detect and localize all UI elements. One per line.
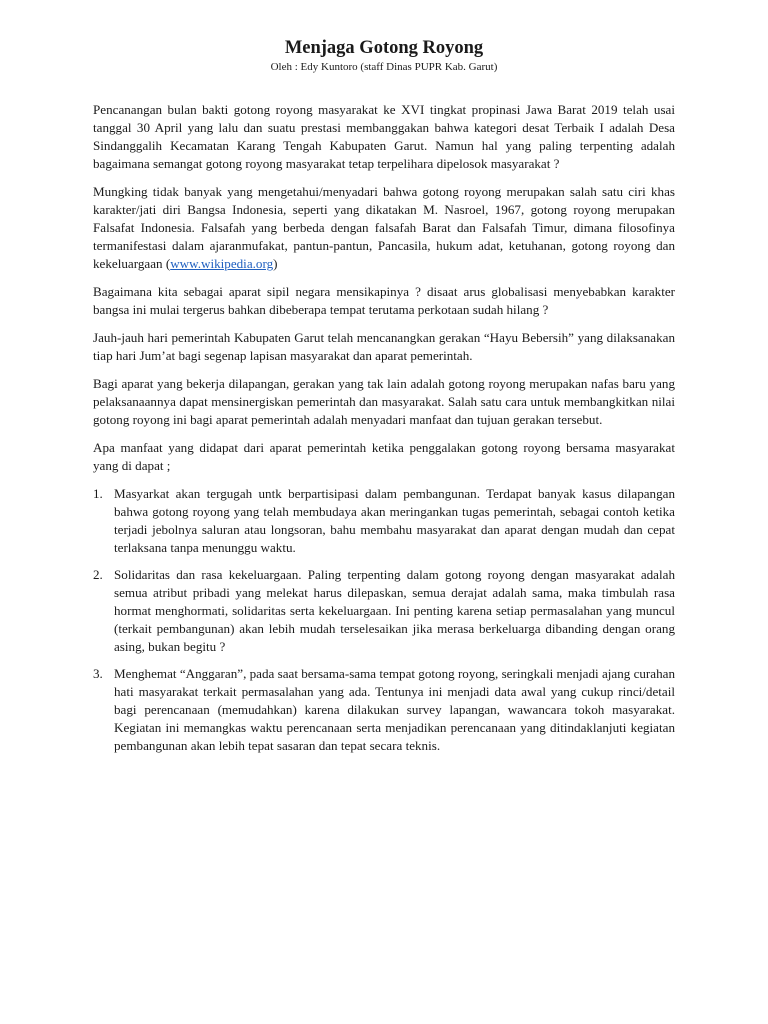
wikipedia-link[interactable]: www.wikipedia.org xyxy=(170,256,274,271)
list-item xyxy=(93,665,675,755)
paragraph-1: Pencanangan bulan bakti gotong royong masyarakat ke XVI tingkat propinasi Jawa Barat 2019 telah usai tanggal 30 April yang lalu dan suatu prestasi membanggakan bahwa kategori desat Terbaik I adalah Desa Sindanggalih Kecamatan Karang Tengah Kabupaten Garut. Namun hal yang paling terpenting adalah bagaimana semangat gotong royong masyarakat tetap terpelihara dipelosok masyarakat ? xyxy=(93,102,675,171)
paragraph-2-text: Mungking tidak banyak yang mengetahui/menyadari bahwa gotong royong merupakan salah satu ciri khas karakter/jati diri Bangsa Indonesia, seperti yang dikatakan M. Nasroel, 1967, gotong royong merupakan Falsafat Indonesia. Falsafah yang berbeda dengan falsafah Barat dan Falsafah Timur, dimana filosofinya termanifestasi dalam ajaranmufakat, pantun-pantun, Pancasila, hukum adat, ketuhanan, gotong royong dan kekeluargaan ( xyxy=(93,184,675,271)
list-item xyxy=(93,566,675,656)
paragraph-2-closing: ) xyxy=(273,256,278,271)
paragraph-6: Apa manfaat yang didapat dari aparat pemerintah ketika penggalakan gotong royong bersama masyarakat yang di dapat ; xyxy=(93,440,675,473)
list-item-text: Solidaritas dan rasa kekeluargaan. Paling terpenting dalam gotong royong dengan masyarakat adalah semua atribut pribadi yang melekat harus dilepaskan, semua derajat adalah sama, maka timbulah rasa hormat menghormati, solidaritas serta kekeluargaan. Ini penting karena setiap permasalahan yang muncul (terkait pembangunan) akan lebih mudah terselesaikan jika merasa berkeluarga dibanding dengan orang asing, bukan begitu ? xyxy=(114,567,675,654)
list-item-text: Menghemat “Anggaran”, pada saat bersama-sama tempat gotong royong, seringkali menjadi ajang curahan hati masyarakat terkait permasalahan yang ada. Tentunya ini menjadi data awal yang cukup rinci/detail bagi perencanaan (memudahkan) karena dilakukan survey lapangan, wawancara tokoh masyarakat. Kegiatan ini memangkas waktu perencanaan serta menjadikan perencanaan yang ditindaklanjuti kegiatan pembangunan akan lebih tepat sasaran dan tepat secara teknis. xyxy=(114,666,676,753)
list-item-number: 3. xyxy=(93,666,103,681)
document-title: Menjaga Gotong Royong xyxy=(284,38,484,58)
document-body xyxy=(93,101,675,764)
paragraph-5: Bagi aparat yang bekerja dilapangan, gerakan yang tak lain adalah gotong royong merupakan nafas baru yang pelaksanaannya dapat mensinergiskan pemerintah dan masyarakat. Salah satu cara untuk membangkitkan nilai gotong royong ini bagi aparat pemerintah adalah menyadari manfaat dan tujuan gerakan tersebut. xyxy=(93,376,675,427)
document-byline: Oleh : Edy Kuntoro (staff Dinas PUPR Kab. Garut) xyxy=(270,61,498,73)
list-item-number: 2. xyxy=(93,567,103,582)
paragraph-3: Bagaimana kita sebagai aparat sipil negara mensikapinya ? disaat arus globalisasi menyebabkan karakter bangsa ini mulai tergerus bahkan dibeberapa tempat terutama perkotaan sudah hilang ? xyxy=(93,284,675,317)
list-item-text: Masyarkat akan tergugah untk berpartisipasi dalam pembangunan. Terdapat banyak kasus dilapangan bahwa gotong royong yang telah membudaya akan meringankan tugas pemerintah, sebagai contoh ketika terjadi jebolnya saluran atau longsoran, bahu membahu masyarakat dan aparat dengan mudah dan cepat terlaksana tanpa menunggu waktu. xyxy=(114,486,675,555)
benefits-list xyxy=(93,485,675,755)
list-item xyxy=(93,485,675,557)
list-item-number: 1. xyxy=(93,486,103,501)
paragraph-2 xyxy=(93,183,675,273)
paragraph-4: Jauh-jauh hari pemerintah Kabupaten Garut telah mencanangkan gerakan “Hayu Bebersih” yang dilaksanakan tiap hari Jum’at bagi segenap lapisan masyarakat dan aparat pemerintah. xyxy=(93,330,675,363)
